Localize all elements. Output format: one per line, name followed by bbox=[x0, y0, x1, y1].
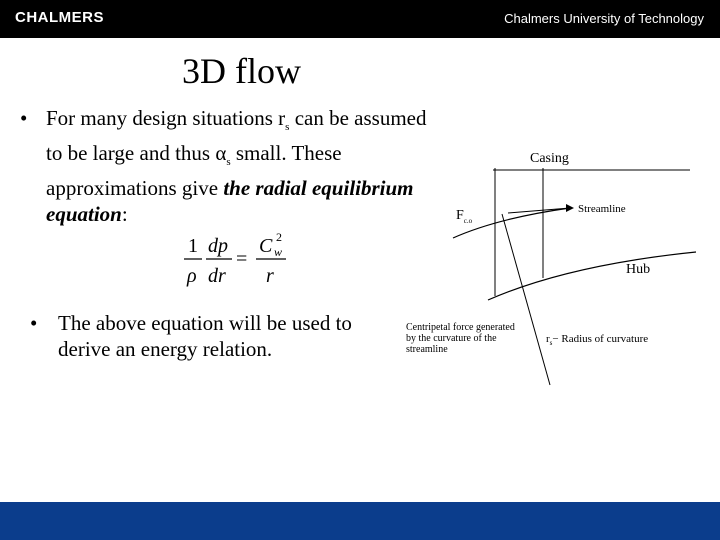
eq-rho: ρ bbox=[187, 265, 197, 287]
bullet-marker: • bbox=[20, 106, 28, 130]
bullet-2-text: The above equation will be used to derive an energy relation. bbox=[58, 311, 352, 361]
text-part: : bbox=[121, 202, 128, 227]
note-line3: streamline bbox=[406, 344, 448, 355]
streamline-label: Streamline bbox=[578, 203, 626, 215]
slide-title: 3D flow bbox=[182, 51, 301, 91]
eq-subw: w bbox=[274, 245, 283, 259]
streamline-arrow bbox=[508, 208, 570, 213]
casing-label: Casing bbox=[530, 151, 569, 166]
eq-sup2: 2 bbox=[276, 230, 282, 244]
radial-equilibrium-equation bbox=[180, 230, 300, 290]
emphasis-text: the radial equilibrium equation bbox=[46, 176, 414, 227]
bullet-marker: • bbox=[30, 311, 38, 335]
university-name: Chalmers University of Technology bbox=[504, 11, 704, 26]
text-part: For many design situations r bbox=[46, 106, 286, 130]
arrow-head bbox=[566, 204, 574, 212]
eq-dr: dr bbox=[208, 265, 226, 287]
chalmers-logo: CHALMERS bbox=[15, 9, 104, 26]
subscript: s bbox=[285, 121, 290, 134]
hub-label: Hub bbox=[626, 262, 651, 277]
text-part: can be assumed to be large and thus α bbox=[46, 106, 427, 166]
eq-equals: = bbox=[236, 248, 248, 270]
eq-r: r bbox=[266, 265, 274, 287]
eq-one: 1 bbox=[188, 235, 198, 257]
eq-C: C bbox=[259, 235, 273, 257]
header-bar bbox=[0, 0, 720, 38]
force-label: $F_{c.o}$ bbox=[456, 208, 473, 225]
note-line2: by the curvature of the bbox=[406, 333, 497, 344]
text-part: small. These approximations give bbox=[46, 141, 342, 201]
radius-label: $r_s-$ Radius of curvature bbox=[546, 333, 649, 347]
subscript: s bbox=[226, 156, 231, 169]
eq-dp: dp bbox=[208, 235, 228, 257]
bullet-1-text bbox=[46, 105, 436, 227]
note-line1: Centripetal force generated bbox=[406, 322, 515, 333]
footer-bar bbox=[0, 502, 720, 540]
streamline-diagram bbox=[398, 140, 698, 400]
